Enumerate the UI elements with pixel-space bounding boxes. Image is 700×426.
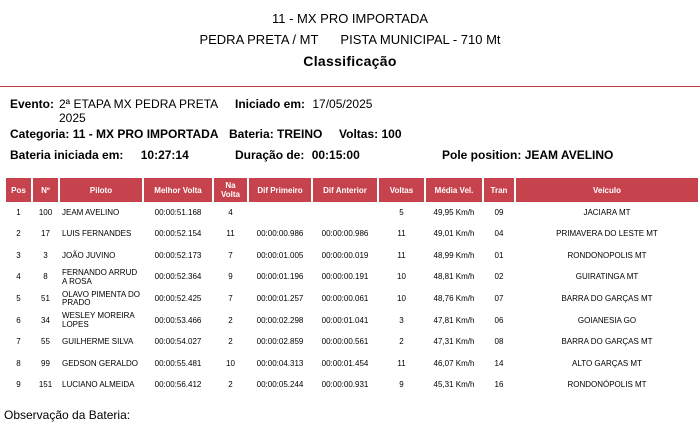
cell-col-voltas: 10 bbox=[397, 293, 406, 303]
cell-col-melhor-volta: 00:00:55.481 bbox=[154, 358, 202, 368]
categoria-field bbox=[10, 127, 218, 141]
cell-col-pos: 2 bbox=[16, 229, 21, 239]
header-col-numero: Nº bbox=[33, 178, 58, 202]
cell-col-dif-primeiro: 00:00:01.005 bbox=[256, 250, 304, 260]
cell-col-tran: 02 bbox=[494, 272, 504, 282]
cell-col-tran: 08 bbox=[494, 337, 504, 347]
cell-col-melhor-volta: 00:00:51.168 bbox=[154, 207, 202, 217]
event-category-title: 11 - MX PRO IMPORTADA bbox=[271, 11, 429, 26]
header-col-tran: Tran bbox=[484, 178, 514, 202]
table-row bbox=[6, 245, 698, 267]
cell-col-dif-anterior: 00:00:00.019 bbox=[321, 250, 369, 260]
cell-col-veiculo: ALTO GARÇAS MT bbox=[572, 358, 642, 368]
cell-col-melhor-volta: 00:00:53.466 bbox=[154, 315, 202, 325]
cell-col-melhor-volta: 00:00:54.027 bbox=[154, 337, 202, 347]
cell-col-numero: 99 bbox=[41, 358, 50, 368]
cell-col-numero: 100 bbox=[38, 207, 53, 217]
table-body bbox=[6, 202, 698, 396]
cell-col-numero: 34 bbox=[41, 315, 50, 325]
table-row bbox=[6, 202, 698, 224]
duracao-value: 00:15:00 bbox=[311, 148, 360, 162]
cell-col-media-vel: 47,31 Km/h bbox=[433, 337, 475, 347]
cell-col-veiculo: RONDONOPOLIS MT bbox=[567, 250, 647, 260]
bateria-iniciada-value: 10:27:14 bbox=[140, 148, 189, 162]
cell-col-veiculo: GOIANESIA GO bbox=[577, 315, 637, 325]
header-col-piloto: Piloto bbox=[60, 178, 142, 202]
cell-col-dif-anterior: 00:00:00.931 bbox=[321, 380, 369, 390]
cell-col-dif-anterior: 00:00:00.561 bbox=[321, 337, 369, 347]
cell-col-na-volta: 2 bbox=[228, 337, 233, 347]
categoria-label: Categoria: bbox=[10, 127, 70, 141]
cell-col-media-vel: 49,95 Km/h bbox=[433, 207, 475, 217]
cell-col-numero: 55 bbox=[41, 337, 50, 347]
track-name: PISTA MUNICIPAL - 710 Mt bbox=[340, 32, 501, 47]
table-row bbox=[6, 375, 698, 397]
categoria-value: 11 - MX PRO IMPORTADA bbox=[72, 127, 219, 141]
evento-field bbox=[10, 97, 54, 111]
pole-label: Pole position: bbox=[442, 148, 522, 162]
cell-col-dif-anterior: 00:00:01.041 bbox=[321, 315, 369, 325]
cell-col-dif-primeiro: 00:00:02.859 bbox=[256, 337, 304, 347]
cell-col-voltas: 9 bbox=[399, 380, 404, 390]
cell-col-veiculo: PRIMAVERA DO LESTE MT bbox=[556, 229, 658, 239]
bateria-value: TREINO bbox=[277, 127, 323, 141]
cell-col-pos: 5 bbox=[16, 293, 21, 303]
section-title: Classificação bbox=[303, 53, 397, 69]
cell-col-tran: 07 bbox=[494, 293, 504, 303]
iniciado-field bbox=[235, 97, 372, 111]
cell-col-dif-anterior: 00:00:00.986 bbox=[321, 229, 369, 239]
table-row bbox=[6, 310, 698, 332]
table-row bbox=[6, 288, 698, 310]
header-col-dif-primeiro: Dif Primeiro bbox=[249, 178, 311, 202]
cell-col-pos: 9 bbox=[16, 380, 21, 390]
cell-col-media-vel: 49,01 Km/h bbox=[433, 229, 475, 239]
cell-col-tran: 09 bbox=[494, 207, 504, 217]
header-col-melhor-volta: Melhor Volta bbox=[144, 178, 212, 202]
bateria-iniciada-label: Bateria iniciada em: bbox=[10, 148, 124, 162]
bateria-iniciada-field bbox=[10, 148, 189, 162]
cell-col-dif-anterior: 00:00:00.191 bbox=[321, 272, 369, 282]
cell-col-melhor-volta: 00:00:52.173 bbox=[154, 250, 202, 260]
cell-col-voltas: 11 bbox=[397, 358, 406, 368]
evento-label: Evento: bbox=[10, 97, 55, 111]
cell-col-na-volta: 10 bbox=[226, 358, 235, 368]
cell-col-media-vel: 48,76 Km/h bbox=[433, 293, 475, 303]
cell-col-voltas: 3 bbox=[399, 315, 404, 325]
cell-col-tran: 06 bbox=[494, 315, 504, 325]
cell-col-voltas: 11 bbox=[397, 250, 406, 260]
cell-col-tran: 01 bbox=[494, 250, 504, 260]
cell-col-pos: 8 bbox=[16, 358, 21, 368]
cell-col-piloto: JEAM AVELINO bbox=[62, 207, 120, 217]
bateria-label: Bateria: bbox=[229, 127, 274, 141]
cell-col-numero: 8 bbox=[43, 272, 48, 282]
cell-col-piloto: FERNANDO ARRUDA ROSA bbox=[62, 268, 138, 286]
cell-col-pos: 7 bbox=[16, 337, 21, 347]
cell-col-melhor-volta: 00:00:52.364 bbox=[154, 272, 202, 282]
duracao-field bbox=[235, 148, 360, 162]
cell-col-piloto: GEDSON GERALDO bbox=[62, 358, 139, 368]
duracao-label: Duração de: bbox=[235, 148, 305, 162]
cell-col-voltas: 10 bbox=[397, 272, 406, 282]
location-line bbox=[0, 32, 700, 47]
cell-col-na-volta: 2 bbox=[228, 315, 233, 325]
evento-value: 2ª ETAPA MX PEDRA PRETA 2025 bbox=[59, 97, 218, 125]
header-col-veiculo: Veículo bbox=[516, 178, 698, 202]
cell-col-piloto: WESLEY MOREIRA LOPES bbox=[62, 311, 135, 329]
cell-col-melhor-volta: 00:00:56.412 bbox=[154, 380, 202, 390]
cell-col-tran: 16 bbox=[494, 380, 504, 390]
cell-col-piloto: LUIS FERNANDES bbox=[62, 229, 132, 239]
cell-col-numero: 51 bbox=[41, 293, 50, 303]
cell-col-numero: 151 bbox=[38, 380, 53, 390]
cell-col-media-vel: 48,99 Km/h bbox=[433, 250, 475, 260]
observacao-label: Observação da Bateria: bbox=[4, 408, 131, 422]
cell-col-dif-primeiro: 00:00:00.986 bbox=[256, 229, 304, 239]
cell-col-dif-anterior: 00:00:00.061 bbox=[321, 293, 369, 303]
cell-col-pos: 1 bbox=[16, 207, 21, 217]
cell-col-dif-anterior bbox=[313, 202, 377, 224]
cell-col-voltas: 5 bbox=[399, 207, 404, 217]
cell-col-veiculo: BARRA DO GARÇAS MT bbox=[561, 293, 653, 303]
cell-col-melhor-volta: 00:00:52.425 bbox=[154, 293, 202, 303]
header-col-dif-anterior: Dif Anterior bbox=[313, 178, 377, 202]
cell-col-dif-anterior: 00:00:01.454 bbox=[321, 358, 369, 368]
cell-col-na-volta: 9 bbox=[228, 272, 233, 282]
cell-col-na-volta: 4 bbox=[228, 207, 233, 217]
cell-col-veiculo: RONDONÓPOLIS MT bbox=[567, 380, 647, 390]
cell-col-numero: 17 bbox=[41, 229, 50, 239]
pole-value: JEAM AVELINO bbox=[524, 148, 614, 162]
location: PEDRA PRETA / MT bbox=[199, 32, 319, 47]
table-header-row bbox=[6, 178, 698, 202]
cell-col-voltas: 2 bbox=[399, 337, 404, 347]
cell-col-piloto: GUILHERME SILVA bbox=[62, 337, 134, 347]
cell-col-piloto: JOÃO JUVINO bbox=[62, 250, 116, 260]
cell-col-na-volta: 2 bbox=[228, 380, 233, 390]
header-col-na-volta: Na Volta bbox=[214, 178, 247, 202]
cell-col-numero: 3 bbox=[43, 250, 48, 260]
cell-col-veiculo: BARRA DO GARÇAS MT bbox=[561, 337, 653, 347]
cell-col-dif-primeiro: 00:00:01.257 bbox=[256, 293, 304, 303]
voltas-value: 100 bbox=[381, 127, 402, 141]
cell-col-voltas: 11 bbox=[397, 229, 406, 239]
cell-col-veiculo: GUIRATINGA MT bbox=[575, 272, 639, 282]
header-col-media-vel: Média Vel. bbox=[426, 178, 482, 202]
cell-col-melhor-volta: 00:00:52.154 bbox=[154, 229, 202, 239]
table-row bbox=[6, 224, 698, 246]
cell-col-veiculo: JACIARA MT bbox=[583, 207, 631, 217]
header-col-pos: Pos bbox=[6, 178, 31, 202]
header-col-voltas: Voltas bbox=[379, 178, 424, 202]
cell-col-dif-primeiro bbox=[249, 202, 311, 224]
cell-col-dif-primeiro: 00:00:01.196 bbox=[256, 272, 304, 282]
cell-col-dif-primeiro: 00:00:04.313 bbox=[256, 358, 304, 368]
iniciado-value: 17/05/2025 bbox=[312, 97, 373, 111]
cell-col-na-volta: 11 bbox=[226, 229, 235, 239]
pole-field bbox=[442, 148, 613, 162]
table-row bbox=[6, 332, 698, 354]
cell-col-media-vel: 48,81 Km/h bbox=[433, 272, 475, 282]
cell-col-tran: 04 bbox=[494, 229, 504, 239]
classification-table bbox=[4, 178, 700, 396]
cell-col-media-vel: 45,31 Km/h bbox=[433, 380, 475, 390]
table-row bbox=[6, 267, 698, 289]
cell-col-na-volta: 7 bbox=[228, 293, 233, 303]
cell-col-pos: 6 bbox=[16, 315, 21, 325]
iniciado-label: Iniciado em: bbox=[235, 97, 306, 111]
cell-col-dif-primeiro: 00:00:05.244 bbox=[256, 380, 304, 390]
cell-col-dif-primeiro: 00:00:02.298 bbox=[256, 315, 304, 325]
table-row bbox=[6, 353, 698, 375]
cell-col-media-vel: 46,07 Km/h bbox=[433, 358, 475, 368]
cell-col-tran: 14 bbox=[494, 358, 504, 368]
cell-col-piloto: OLAVO PIMENTA DO PRADO bbox=[62, 289, 140, 308]
cell-col-media-vel: 47,81 Km/h bbox=[433, 315, 475, 325]
cell-col-pos: 4 bbox=[16, 272, 21, 282]
voltas-field bbox=[339, 127, 402, 141]
bateria-field bbox=[229, 127, 322, 141]
voltas-label: Voltas: bbox=[339, 127, 379, 141]
cell-col-na-volta: 7 bbox=[228, 250, 233, 260]
cell-col-piloto: LUCIANO ALMEIDA bbox=[62, 380, 135, 390]
divider bbox=[0, 86, 700, 87]
cell-col-pos: 3 bbox=[16, 250, 21, 260]
